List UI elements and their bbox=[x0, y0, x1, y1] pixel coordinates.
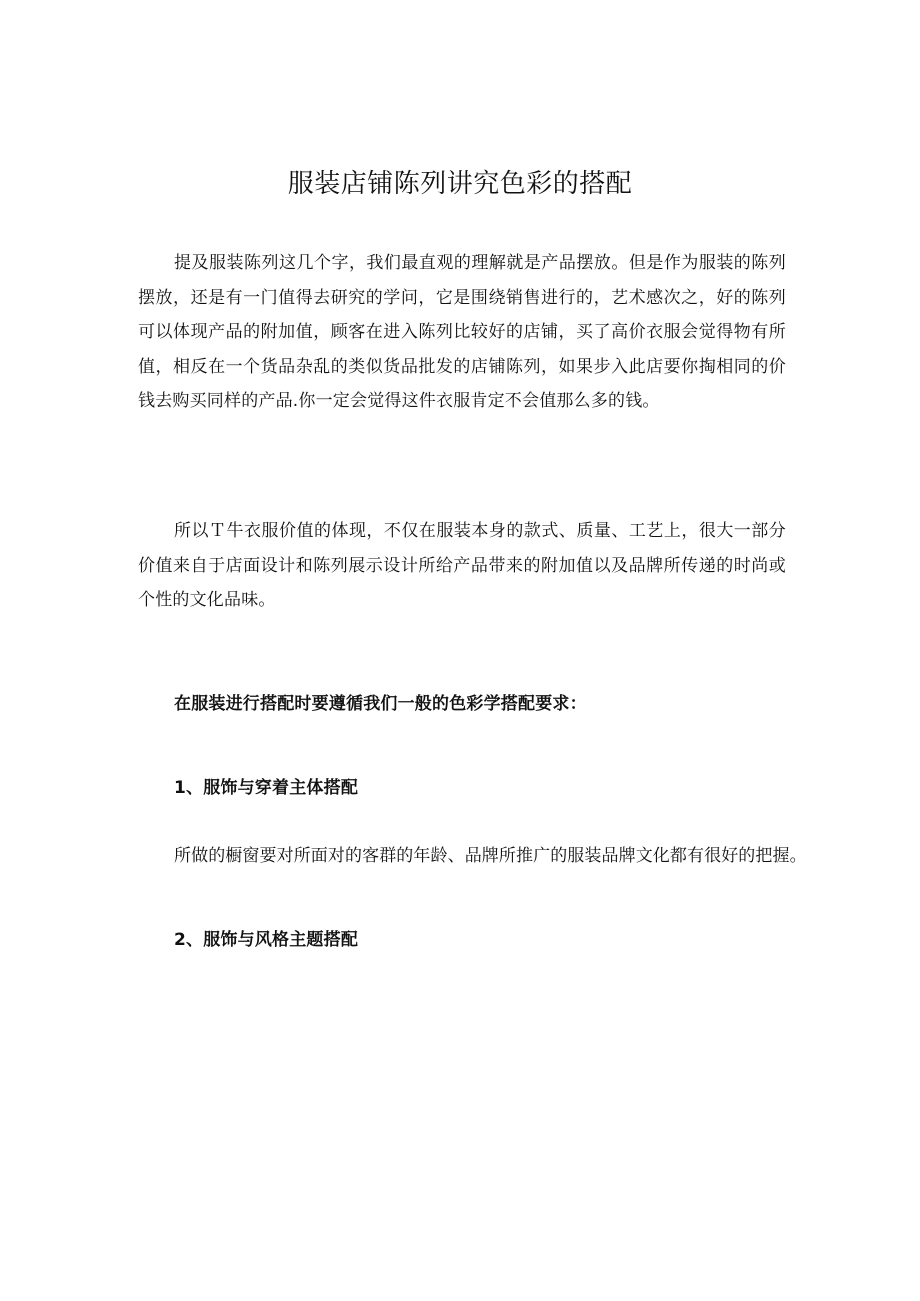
rules-heading: 在服装进行搭配时要遵循我们一般的色彩学搭配要求： bbox=[174, 694, 587, 714]
paragraph-value: 所以Ｔ牛衣服价值的体现，不仅在服装本身的款式、质量、工艺上，很大一部分价值来自于店面设计和陈列展示设计所给产品带来的附加值以及品牌所传递的时尚或个性的文化品味。 bbox=[138, 521, 786, 611]
paragraph-intro: 提及服装陈列这几个字，我们最直观的理解就是产品摆放。但是作为服装的陈列摆放，还是有一门值得去研究的学问，它是围绕销售进行的，艺术感次之，好的陈列可以体现产品的附加值，顾客在进入陈列比较好的店铺，买了高价衣服会觉得物有所值，相反在一个货品杂乱的类似货品批发的店铺陈列，如果步入此店要你掏相同的价钱去购买同样的产品.你一定会觉得这件衣服肯定不会值那么多的钱。 bbox=[138, 253, 786, 412]
section-heading-1: 1、服饰与穿着主体搭配 bbox=[174, 778, 359, 798]
section-text-1: 所做的橱窗要对所面对的客群的年龄、品牌所推广的服装品牌文化都有很好的把握。 bbox=[174, 846, 807, 866]
document-title: 服装店铺陈列讲究色彩的搭配 bbox=[287, 169, 633, 199]
section-heading-2: 2、服饰与风格主题搭配 bbox=[174, 930, 359, 950]
